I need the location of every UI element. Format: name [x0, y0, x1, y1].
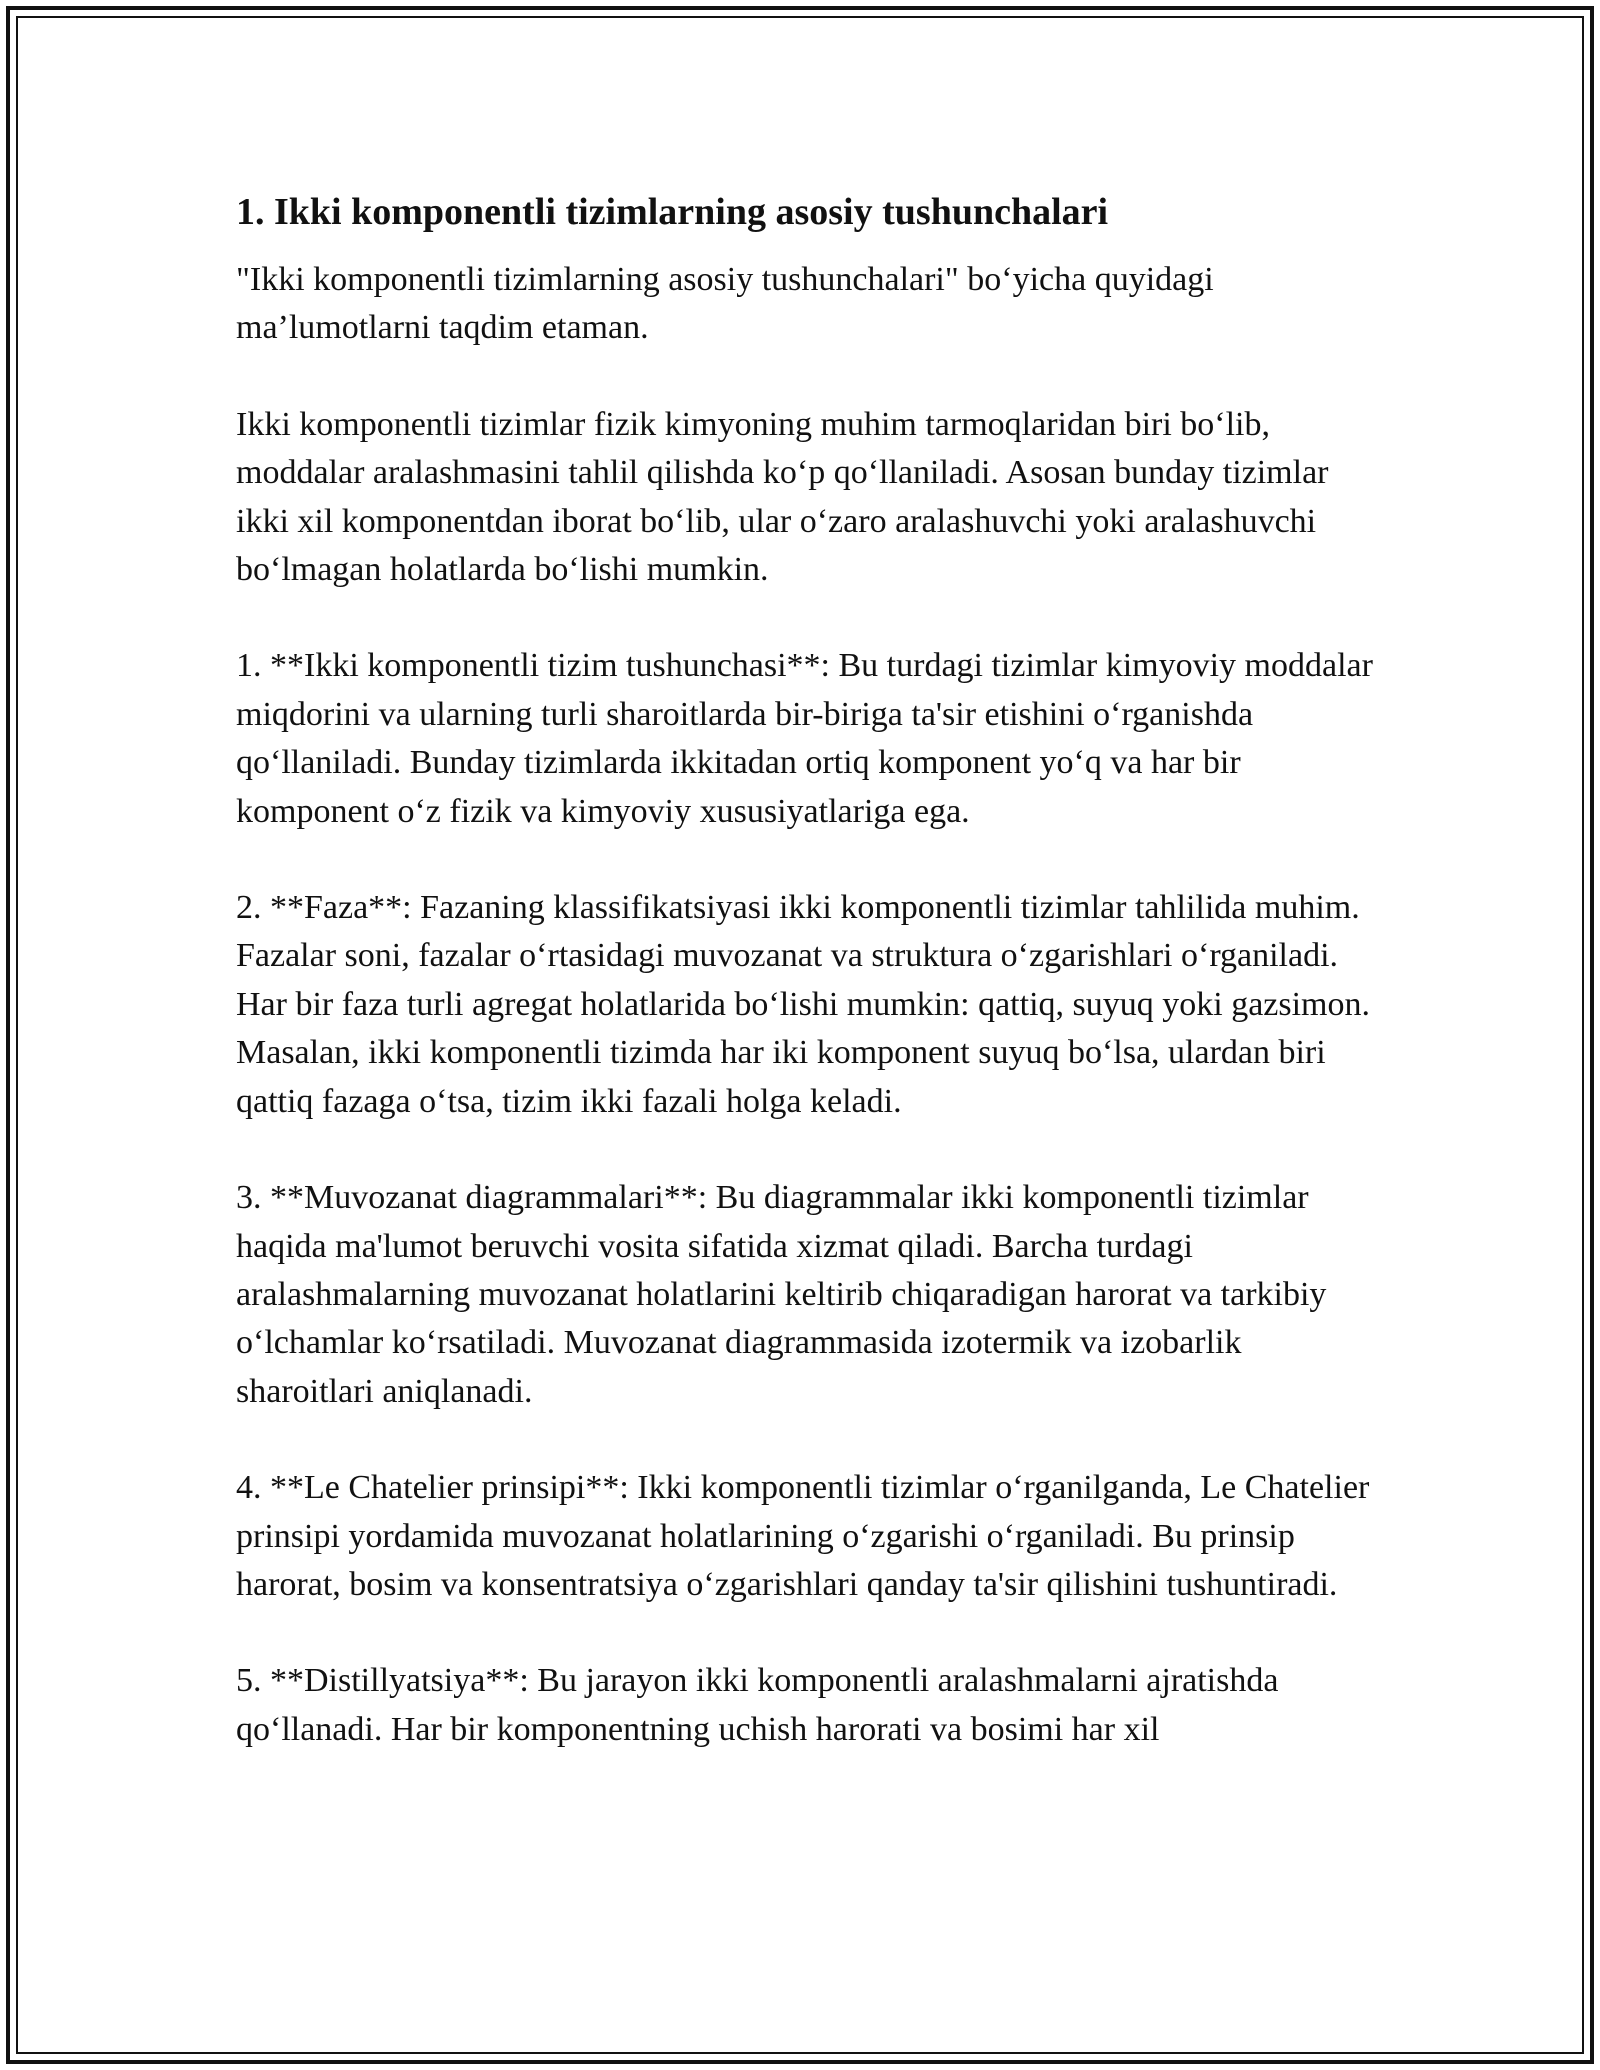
paragraph-item-3-diagrams: 3. **Muvozanat diagrammalari**: Bu diagrammalar ikki komponentli tizimlar haqida ma'lumot beruvchi vosita sifatida xizmat qiladi. Barcha turdagi aralashmalarning muvozanat holatlarini keltirib chiqaradigan harorat va tarkibiy o‘lchamlar ko‘rsatiladi. Muvozanat diagrammasida izotermik va izobarlik sharoitlari aniqlanadi. [236, 1179, 1327, 1410]
paragraph-item-1-system-concept: 1. **Ikki komponentli tizim tushunchasi**: Bu turdagi tizimlar kimyoviy moddalar miqdorini va ularning turli sharoitlarda bir-biriga ta'sir etishini o‘rganishda qo‘llaniladi. Bunday tizimlarda ikkitadan ortiq komponent yo‘q va har bir komponent o‘z fizik va kimyoviy xususiyatlariga ega. [236, 647, 1373, 830]
paragraph-item-2-phase: 2. **Faza**: Fazaning klassifikatsiyasi ikki komponentli tizimlar tahlilida muhim. Fazalar soni, fazalar o‘rtasidagi muvozanat va struktura o‘zgarishlari o‘rganiladi. Har bir faza turli agregat holatlarida bo‘lishi mumkin: qattiq, suyuq yoki gazsimon. Masalan, ikki komponentli tizimda har iki komponent suyuq bo‘lsa, ulardan biri qattiq fazaga o‘tsa, tizim ikki fazali holga keladi. [236, 889, 1371, 1120]
document-title: 1. Ikki komponentli tizimlarning asosiy tushunchalari [236, 191, 1109, 233]
intro-paragraph: "Ikki komponentli tizimlarning asosiy tushunchalari" bo‘yicha quyidagi ma’lumotlarni taqdim etaman. [236, 261, 1214, 347]
paragraph-overview: Ikki komponentli tizimlar fizik kimyoning muhim tarmoqlaridan biri bo‘lib, moddalar aralashmasini tahlil qilishda ko‘p qo‘llaniladi. Asosan bunday tizimlar ikki xil komponentdan iborat bo‘lib, ular o‘zaro aralashuvchi yoki aralashuvchi bo‘lmagan holatlarda bo‘lishi mumkin. [236, 405, 1329, 589]
document-body [236, 188, 1386, 1754]
paragraph-item-5-distillation: 5. **Distillyatsiya**: Bu jarayon ikki komponentli aralashmalarni ajratishda qo‘llanadi. Har bir komponentning uchish harorati va bosimi har xil [236, 1662, 1279, 1748]
paragraph-item-4-le-chatelier: 4. **Le Chatelier prinsipi**: Ikki komponentli tizimlar o‘rganilganda, Le Chatelier prinsipi yordamida muvozanat holatlarining o‘zgarishi o‘rganiladi. Bu prinsip harorat, bosim va konsentratsiya o‘zgarishlari qanday ta'sir qilishini tushuntiradi. [236, 1469, 1370, 1603]
